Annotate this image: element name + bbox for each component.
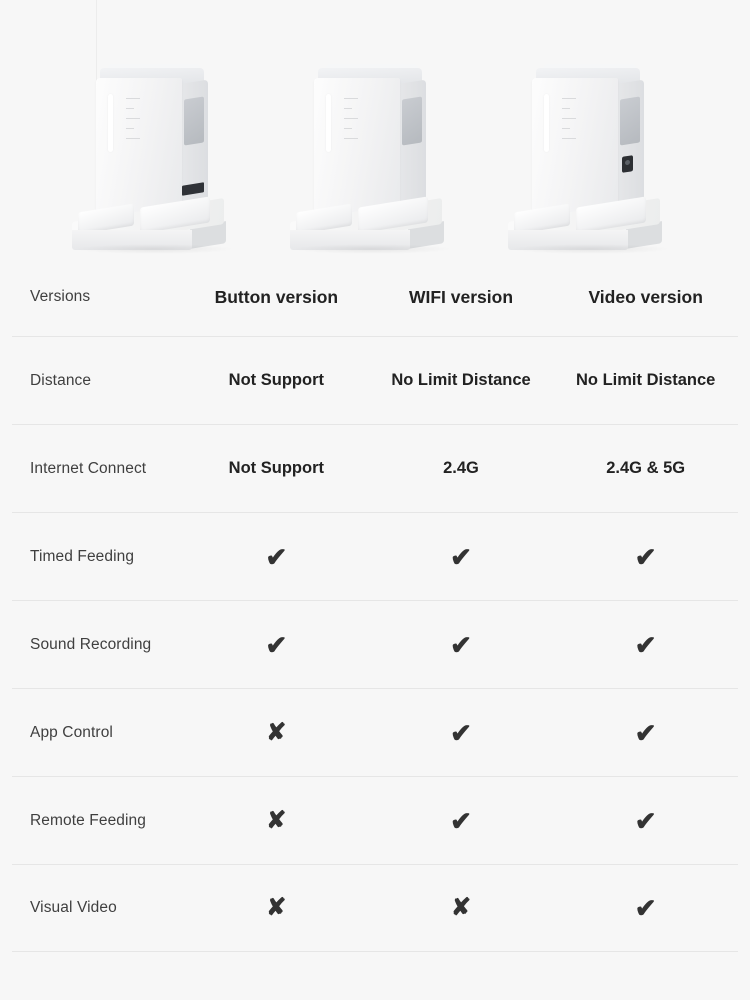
feeder-shadow	[510, 244, 670, 254]
feeder-light-bar	[544, 94, 549, 152]
check-icon: ✔	[450, 541, 472, 572]
check-icon: ✔	[634, 541, 657, 572]
row-label: Visual Video	[30, 899, 117, 916]
check-icon: ✔	[450, 717, 472, 748]
product-image-wifi-version	[286, 60, 464, 250]
cell-distance-wifi: No Limit Distance	[391, 371, 531, 389]
feeder-window	[184, 96, 204, 145]
cell-timed-feeding-button	[184, 541, 369, 572]
cross-icon: ✘	[266, 718, 287, 746]
row-label: Versions	[30, 288, 91, 305]
product-image-button-version	[68, 60, 246, 250]
feeder-level-ticks	[126, 98, 140, 148]
feeder-light-bar	[108, 94, 113, 152]
table-row-remote-feeding	[12, 776, 738, 864]
cell-distance-button: Not Support	[228, 371, 324, 389]
cell-sound-recording-button	[184, 629, 369, 660]
cell-sound-recording-video	[553, 629, 738, 660]
cell-app-control-wifi	[369, 717, 554, 748]
feeder-base	[68, 202, 246, 250]
cell-app-control-video	[553, 717, 738, 748]
feeder-level-ticks	[562, 98, 576, 148]
check-icon: ✔	[634, 805, 657, 836]
feeder-level-ticks	[344, 98, 358, 148]
check-icon: ✔	[450, 805, 472, 836]
check-icon: ✔	[265, 541, 288, 572]
feeder-window	[620, 96, 640, 145]
check-icon: ✔	[265, 629, 288, 660]
feeder-shadow	[74, 244, 234, 254]
cell-app-control-button	[184, 718, 369, 746]
cell-visual-video-video	[553, 895, 738, 921]
feeder-base	[286, 202, 464, 250]
cell-visual-video-wifi	[369, 896, 554, 920]
row-label: Sound Recording	[30, 635, 152, 653]
table-row-distance	[12, 336, 738, 424]
feeder-shadow	[292, 244, 452, 254]
check-icon: ✔	[634, 893, 657, 923]
cross-icon: ✘	[266, 806, 287, 834]
cross-icon: ✘	[450, 894, 472, 921]
cell-internet-button: Not Support	[228, 459, 324, 477]
feeder-window	[402, 96, 422, 145]
row-label: Internet Connect	[30, 459, 147, 477]
cell-visual-video-button	[184, 896, 369, 920]
feeder-light-bar	[326, 94, 331, 152]
cell-remote-feeding-wifi	[369, 805, 554, 836]
cross-icon: ✘	[266, 894, 287, 921]
product-image-video-version	[504, 60, 682, 250]
column-header-wifi-version: WIFI version	[408, 286, 514, 307]
table-row-versions	[12, 258, 738, 336]
check-icon: ✔	[634, 717, 657, 748]
table-row-app-control	[12, 688, 738, 776]
cell-internet-wifi: 2.4G	[443, 459, 479, 477]
table-row-internet-connect	[12, 424, 738, 512]
feeder-base	[504, 202, 682, 250]
cell-distance-video: No Limit Distance	[576, 371, 716, 389]
table-row-timed-feeding	[12, 512, 738, 600]
cell-remote-feeding-video	[553, 805, 738, 836]
cell-sound-recording-wifi	[369, 629, 554, 660]
row-label: Distance	[30, 371, 92, 389]
cell-timed-feeding-video	[553, 541, 738, 572]
column-header-button-version: Button version	[214, 286, 339, 307]
check-icon: ✔	[450, 629, 472, 660]
column-header-video-version: Video version	[588, 286, 703, 307]
cell-remote-feeding-button	[184, 806, 369, 834]
row-label: Remote Feeding	[30, 811, 146, 829]
row-label: Timed Feeding	[30, 547, 135, 565]
camera-icon	[622, 155, 633, 173]
comparison-table	[0, 258, 750, 952]
table-row-visual-video	[12, 864, 738, 952]
cell-internet-video: 2.4G & 5G	[606, 459, 686, 477]
check-icon: ✔	[634, 629, 657, 660]
cell-timed-feeding-wifi	[369, 541, 554, 572]
row-label: App Control	[30, 723, 113, 741]
product-image-strip	[0, 0, 750, 258]
table-row-sound-recording	[12, 600, 738, 688]
